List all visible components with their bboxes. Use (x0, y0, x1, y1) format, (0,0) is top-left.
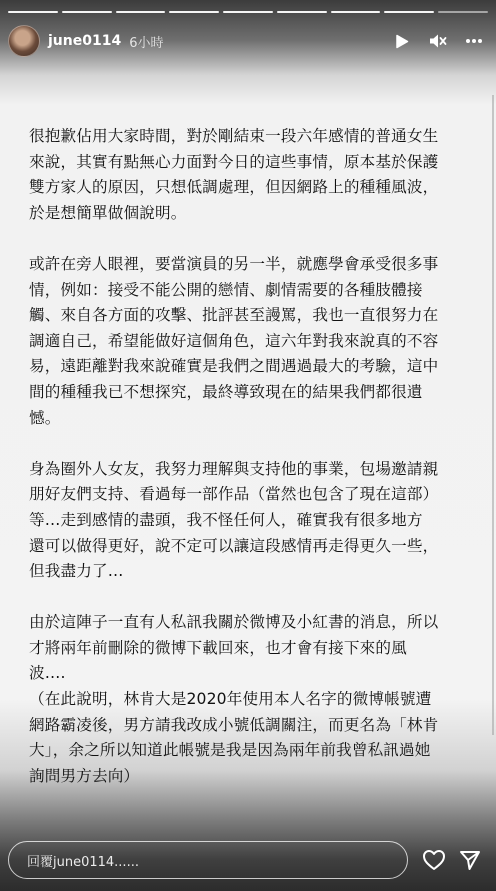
header-controls (392, 31, 488, 51)
scroll-indicator (492, 95, 494, 735)
progress-segment (384, 11, 434, 13)
text-line: 大」，余之所以知道此帳號是我是因為兩年前我曾私訊過她 (29, 741, 431, 760)
text-line: 憾。 (29, 408, 61, 427)
text-line: 調適自己，希望能做好這個角色，這六年對我來說真的不容 (29, 331, 439, 350)
text-line: 由於這陣子一直有人私訊我關於微博及小紅書的消息，所以 (29, 613, 439, 632)
progress-segment (8, 11, 58, 13)
text-line: 雙方家人的原因，只想低調處理，但因網路上的種種風波， (29, 178, 439, 197)
text-line: 朋好友們支持、看過每一部作品（當然也包含了現在這部） (29, 485, 439, 504)
play-icon[interactable] (392, 31, 412, 51)
story-header (8, 25, 488, 57)
text-line: 身為圈外人女友，我努力理解與支持他的事業，包場邀請親 (29, 459, 439, 478)
text-line: 間的種種我已不想探究，最終導致現在的結果我們都很遺 (29, 382, 423, 401)
progress-segment (277, 11, 327, 13)
text-line: 觸、來自各方面的攻擊、批評甚至謾罵，我也一直很努力在 (29, 306, 439, 325)
heart-icon[interactable] (416, 842, 452, 878)
story-text-content (29, 124, 474, 815)
text-paragraph (29, 610, 474, 789)
progress-segment (169, 11, 219, 13)
avatar[interactable] (8, 25, 40, 57)
text-paragraph (29, 124, 474, 226)
send-icon[interactable] (452, 842, 488, 878)
progress-segment (116, 11, 166, 13)
text-line: 或許在旁人眼裡，要當演員的另一半，就應學會承受很多事 (29, 254, 439, 273)
progress-segment (62, 11, 112, 13)
text-line: （在此說明，林肯大是2020年使用本人名字的微博帳號遭 (29, 690, 432, 709)
speaker-muted-icon[interactable] (428, 31, 448, 51)
reply-placeholder: 回覆june0114...... (27, 854, 139, 870)
username[interactable]: june0114 (48, 33, 122, 49)
reply-input[interactable] (8, 841, 408, 879)
text-line: 詢問男方去向） (29, 766, 140, 785)
text-line: 還可以做得更好，說不定可以讓這段感情再走得更久一些， (29, 536, 439, 555)
progress-segment (223, 11, 273, 13)
progress-segment (438, 11, 488, 13)
text-line: 才將兩年前刪除的微博下載回來，也才會有接下來的風 (29, 638, 407, 657)
more-horizontal-icon[interactable] (464, 31, 484, 51)
text-line: 易，遠距離對我來說確實是我們之間遇過最大的考驗，這中 (29, 357, 439, 376)
text-line: 來說，其實有點無心力面對今日的這些事情，原本基於保護 (29, 152, 439, 171)
text-line: 但我盡力了… (29, 562, 124, 581)
text-line: 於是想簡單做個說明。 (29, 203, 187, 222)
progress-segment (331, 11, 381, 13)
text-line: 很抱歉佔用大家時間，對於剛結束一段六年感情的普通女生 (29, 127, 439, 145)
text-paragraph (29, 457, 474, 585)
text-paragraph (29, 252, 474, 431)
post-time: 6小時 (129, 35, 164, 51)
text-line: 情，例如：接受不能公開的戀情、劇情需要的各種肢體接 (29, 280, 423, 299)
story-progress-bar (8, 11, 488, 13)
text-line: 網路霸凌後，男方請我改成小號低調關注，而更名為「林肯 (29, 715, 439, 734)
story-footer (8, 840, 488, 880)
text-line: 等…走到感情的盡頭，我不怪任何人，確實我有很多地方 (29, 510, 423, 529)
text-line: 波…. (29, 664, 66, 683)
